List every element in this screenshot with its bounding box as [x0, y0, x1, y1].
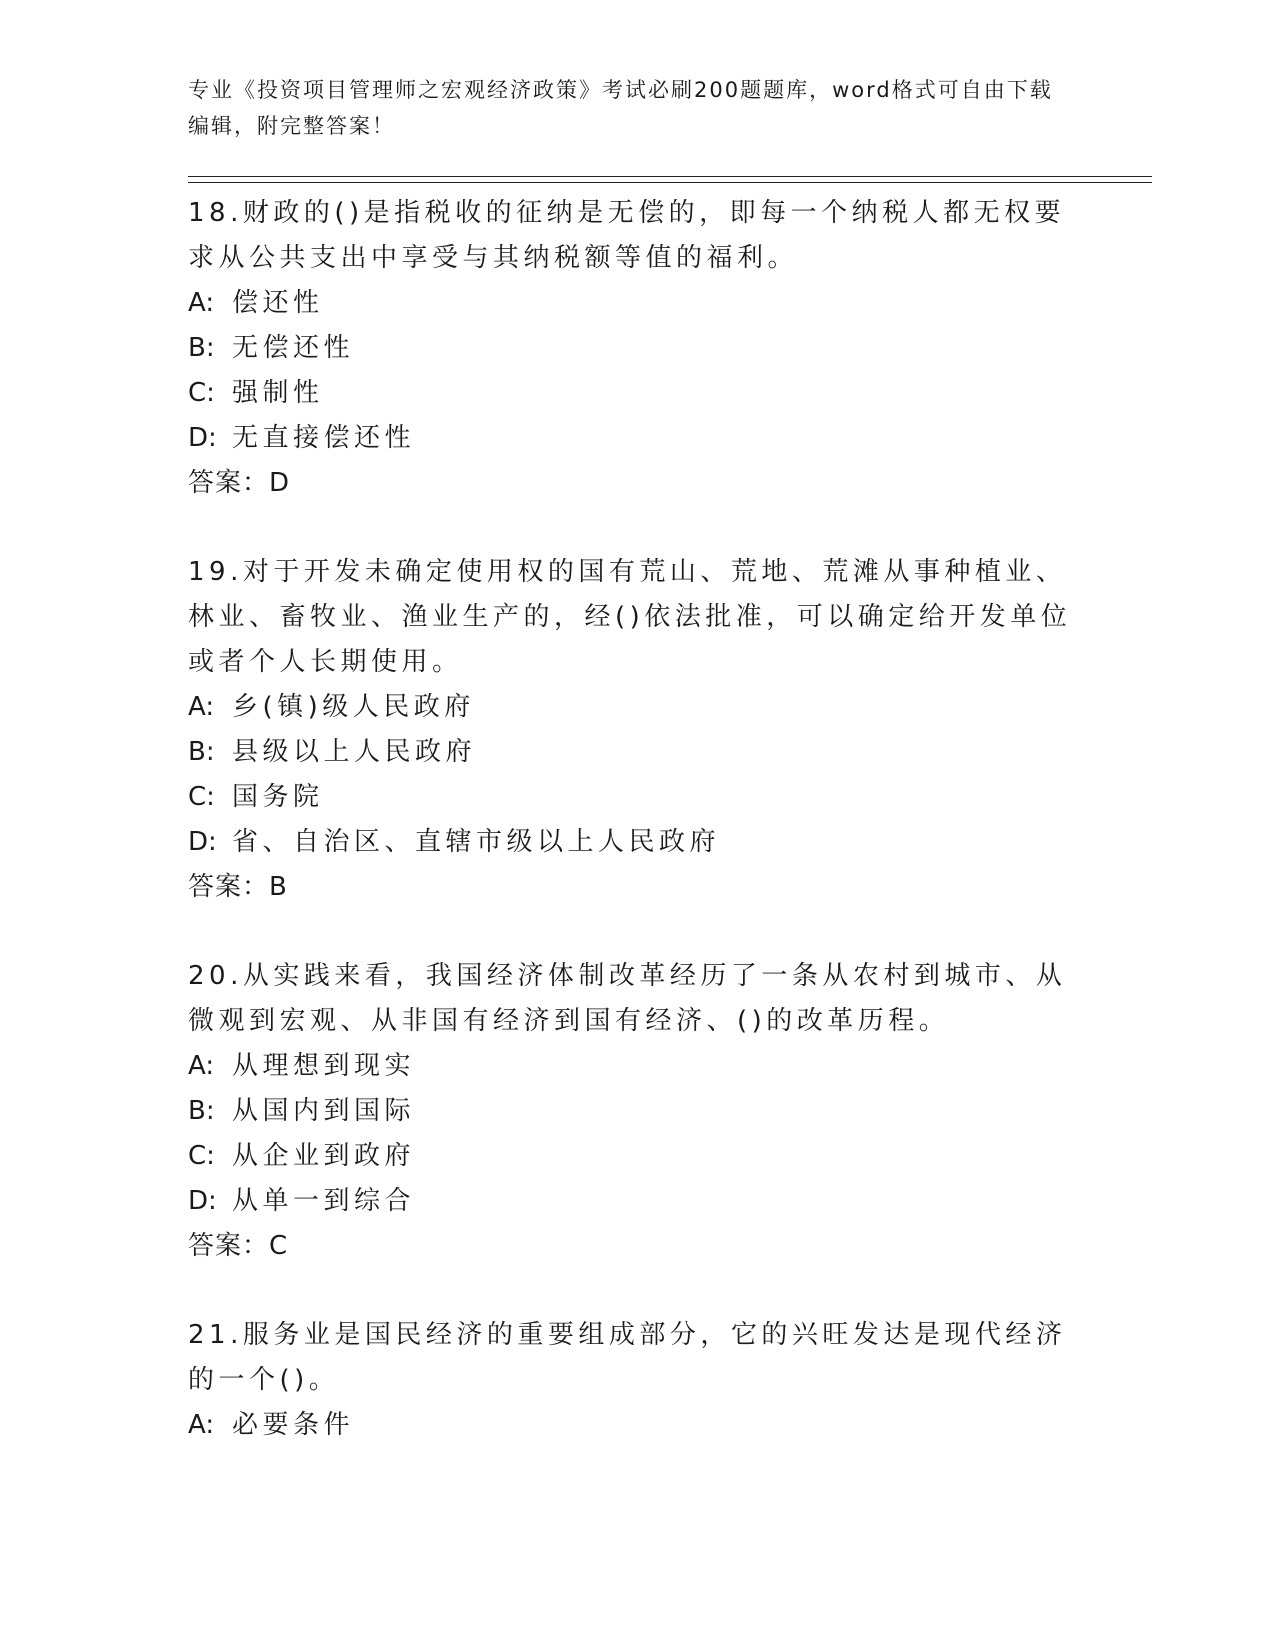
option-text: 从单一到综合 — [232, 1186, 416, 1216]
question-18 — [188, 191, 1088, 506]
document-header: 专业《投资项目管理师之宏观经济政策》考试必刷200题题库，word格式可自由下载编辑，附完整答案！ — [188, 78, 1053, 138]
option-letter: A: — [188, 288, 215, 318]
option-a — [188, 685, 1088, 730]
option-a — [188, 1044, 1088, 1089]
option-letter: D: — [188, 1186, 217, 1216]
option-text: 县级以上人民政府 — [232, 737, 477, 767]
option-letter: C: — [188, 1141, 215, 1171]
option-c — [188, 1134, 1088, 1179]
option-c — [188, 775, 1088, 820]
option-letter: A: — [188, 692, 215, 722]
answer-line: 答案：D — [188, 468, 291, 498]
header-rule-top — [188, 176, 1152, 177]
answer-line: 答案：B — [188, 872, 288, 902]
option-letter: B: — [188, 1096, 215, 1126]
question-19 — [188, 550, 1088, 910]
option-letter: A: — [188, 1410, 215, 1440]
option-text: 强制性 — [232, 378, 324, 408]
option-text: 从国内到国际 — [232, 1096, 416, 1126]
option-letter: A: — [188, 1051, 215, 1081]
question-list — [188, 191, 1088, 1492]
answer-line: 答案：C — [188, 1231, 289, 1261]
option-d — [188, 416, 1088, 461]
option-letter: C: — [188, 782, 215, 812]
option-letter: C: — [188, 378, 215, 408]
option-b — [188, 730, 1088, 775]
question-20 — [188, 954, 1088, 1269]
option-text: 从企业到政府 — [232, 1141, 416, 1171]
option-text: 必要条件 — [232, 1410, 355, 1440]
question-stem: 21.服务业是国民经济的重要组成部分，它的兴旺发达是现代经济的一个()。 — [188, 1320, 1067, 1395]
option-a — [188, 1403, 1088, 1448]
option-text: 从理想到现实 — [232, 1051, 416, 1081]
option-letter: D: — [188, 423, 217, 453]
option-text: 无直接偿还性 — [232, 423, 416, 453]
option-text: 乡(镇)级人民政府 — [232, 692, 475, 722]
option-text: 省、自治区、直辖市级以上人民政府 — [232, 827, 721, 857]
option-letter: B: — [188, 333, 215, 363]
option-text: 国务院 — [232, 782, 324, 812]
option-b — [188, 1089, 1088, 1134]
option-b — [188, 326, 1088, 371]
question-stem: 19.对于开发未确定使用权的国有荒山、荒地、荒滩从事种植业、林业、畜牧业、渔业生产的，经()依法批准，可以确定给开发单位或者个人长期使用。 — [188, 557, 1072, 677]
option-letter: D: — [188, 827, 217, 857]
option-d — [188, 1179, 1088, 1224]
option-c — [188, 371, 1088, 416]
option-text: 偿还性 — [232, 288, 324, 318]
option-d — [188, 820, 1088, 865]
option-a — [188, 281, 1088, 326]
question-stem: 18.财政的()是指税收的征纳是无偿的，即每一个纳税人都无权要求从公共支出中享受与其纳税额等值的福利。 — [188, 198, 1066, 273]
question-21 — [188, 1313, 1088, 1448]
option-letter: B: — [188, 737, 215, 767]
option-text: 无偿还性 — [232, 333, 355, 363]
question-stem: 20.从实践来看，我国经济体制改革经历了一条从农村到城市、从微观到宏观、从非国有经济到国有经济、()的改革历程。 — [188, 961, 1067, 1036]
header-rule-bottom — [188, 182, 1152, 183]
